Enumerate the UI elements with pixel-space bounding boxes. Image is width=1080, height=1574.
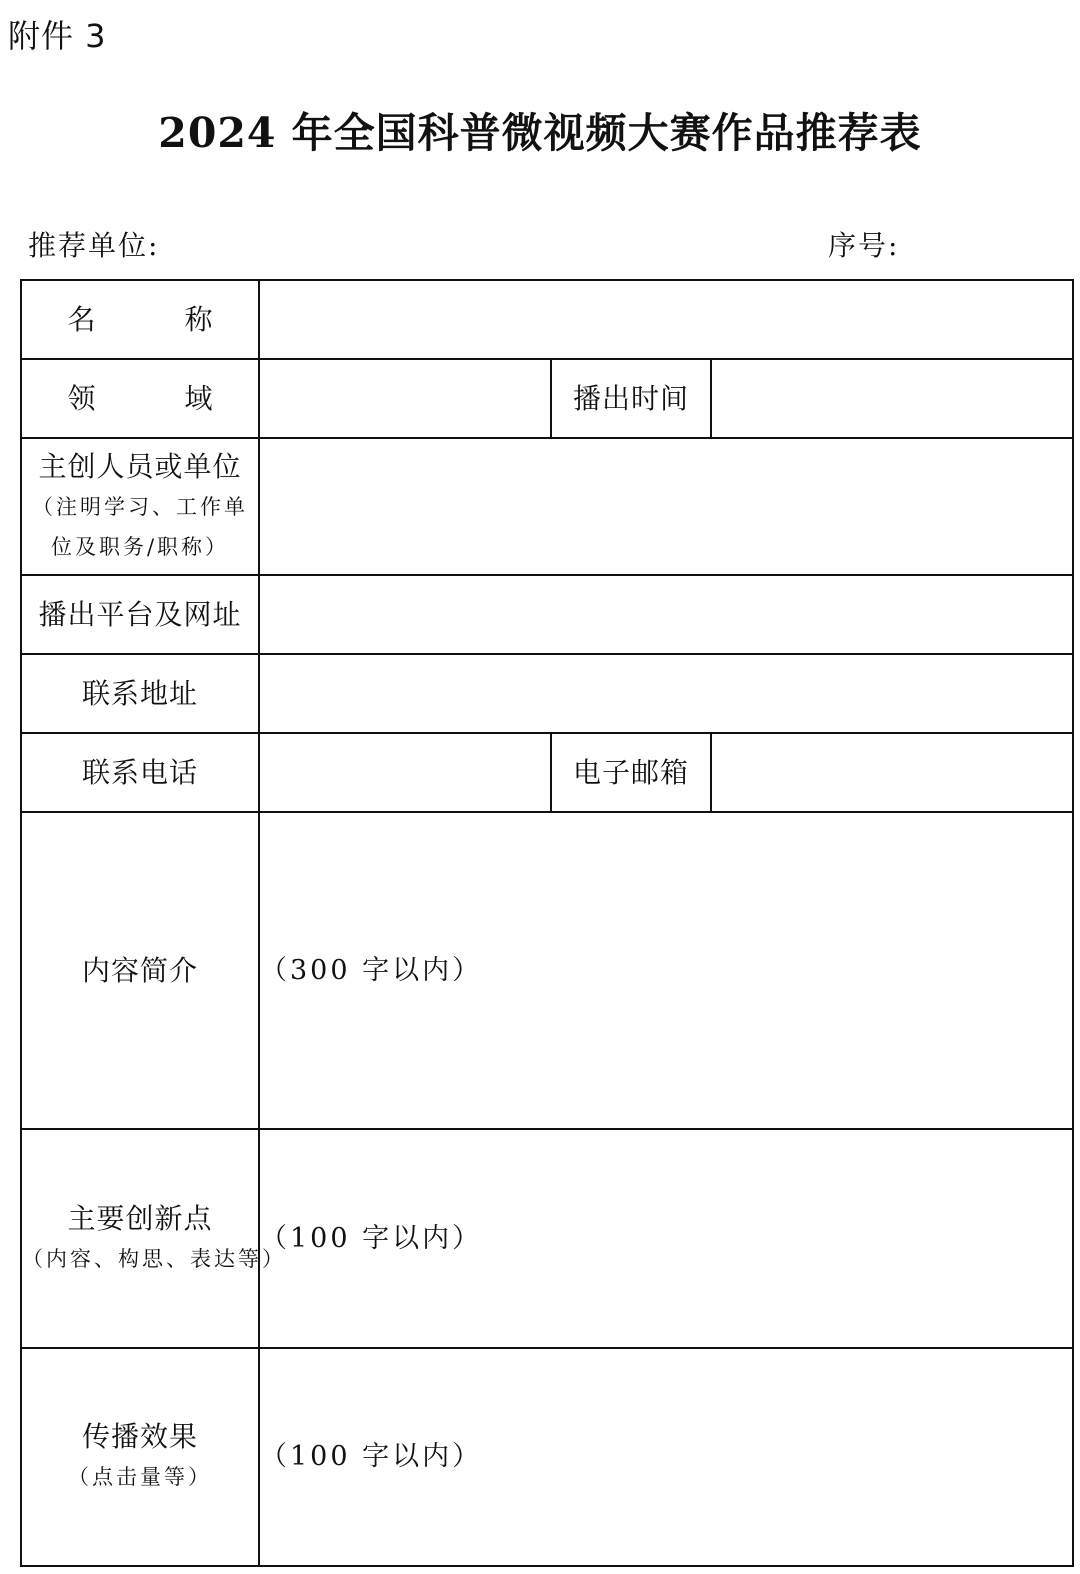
field-label: 领 域 <box>67 381 253 415</box>
email-input-cell[interactable] <box>711 733 1073 812</box>
form-row-phone <box>21 733 1073 812</box>
summary-hint: （300 字以内） <box>260 954 483 986</box>
form-row-field <box>21 359 1073 438</box>
name-label: 名 称 <box>67 302 253 336</box>
attachment-label: 附件 3 <box>8 17 107 55</box>
email-label: 电子邮箱 <box>551 733 711 812</box>
form-row-innovation <box>21 1129 1073 1348</box>
address-label: 联系地址 <box>21 654 259 733</box>
impact-label-cell <box>21 1348 259 1566</box>
page-title: 2024 年全国科普微视频大赛作品推荐表 <box>158 109 922 157</box>
form-row-impact <box>21 1348 1073 1566</box>
name-input-cell[interactable] <box>259 280 1073 359</box>
creator-input-cell[interactable] <box>259 438 1073 575</box>
creator-note-line-2: 位及职务/职称） <box>50 534 230 559</box>
summary-label: 内容简介 <box>21 812 259 1129</box>
field-label-cell <box>21 359 259 438</box>
serial-number-label: 序号: <box>828 229 900 262</box>
platform-input-cell[interactable] <box>259 575 1073 654</box>
innovation-note: （内容、构思、表达等） <box>22 1246 286 1271</box>
platform-label: 播出平台及网址 <box>21 575 259 654</box>
impact-hint: （100 字以内） <box>260 1441 483 1472</box>
creator-note-line-1: （注明学习、工作单 <box>32 494 248 519</box>
innovation-input-cell[interactable] <box>259 1129 1073 1348</box>
creator-label-cell <box>21 438 259 575</box>
form-row-name <box>21 280 1073 359</box>
airtime-label: 播出时间 <box>551 359 711 438</box>
address-input-cell[interactable] <box>259 654 1073 733</box>
innovation-hint: （100 字以内） <box>260 1222 483 1254</box>
airtime-input-cell[interactable] <box>711 359 1073 438</box>
form-row-creator <box>21 438 1073 575</box>
creator-label: 主创人员或单位 <box>38 449 242 483</box>
name-label-cell <box>21 280 259 359</box>
innovation-label-cell <box>21 1129 286 1348</box>
innovation-label: 主要创新点 <box>67 1201 213 1235</box>
impact-input-cell[interactable] <box>259 1348 1073 1566</box>
recommending-unit-label: 推荐单位: <box>28 229 160 262</box>
form-row-summary <box>21 812 1073 1129</box>
recommendation-form-table <box>20 279 1074 1567</box>
phone-input-cell[interactable] <box>259 733 551 812</box>
impact-label: 传播效果 <box>81 1420 198 1453</box>
phone-label: 联系电话 <box>21 733 259 812</box>
form-row-platform <box>21 575 1073 654</box>
impact-note: （点击量等） <box>68 1465 212 1489</box>
field-input-cell[interactable] <box>259 359 551 438</box>
form-row-address <box>21 654 1073 733</box>
summary-input-cell[interactable] <box>259 812 1073 1129</box>
